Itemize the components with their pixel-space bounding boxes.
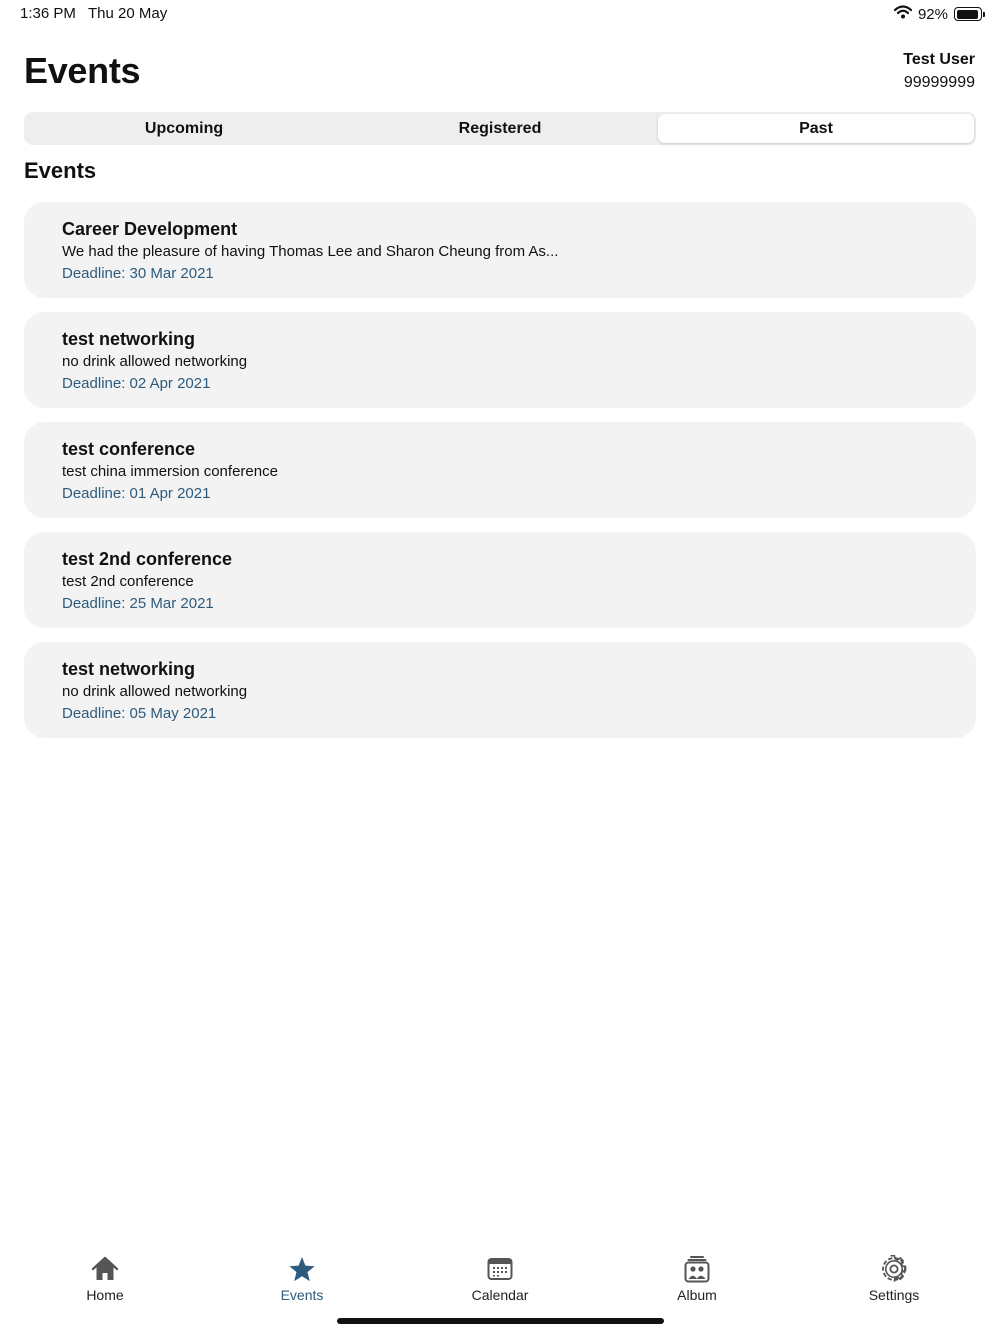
event-deadline: Deadline: 30 Mar 2021 xyxy=(62,265,214,282)
section-title: Events xyxy=(24,158,97,183)
tab-label: Album xyxy=(677,1287,717,1303)
user-id: 99999999 xyxy=(903,74,975,91)
event-card[interactable] xyxy=(24,642,976,738)
tab-label: Settings xyxy=(868,1287,920,1303)
event-title: Career Development xyxy=(62,219,238,239)
event-deadline: Deadline: 05 May 2021 xyxy=(62,705,217,722)
event-filter-segmented-control xyxy=(24,112,976,145)
event-title: test conference xyxy=(62,439,196,459)
star-icon xyxy=(287,1255,317,1283)
event-description: test china immersion conference xyxy=(62,463,278,480)
event-deadline: Deadline: 02 Apr 2021 xyxy=(62,375,211,392)
event-title: test networking xyxy=(62,659,196,679)
house-icon xyxy=(90,1255,120,1283)
status-date: Thu 20 May xyxy=(88,5,168,22)
event-description: no drink allowed networking xyxy=(62,683,248,700)
wifi-icon xyxy=(894,5,912,23)
event-card[interactable] xyxy=(24,312,976,408)
user-name: Test User xyxy=(903,51,975,68)
event-deadline: Deadline: 01 Apr 2021 xyxy=(62,485,211,502)
event-card[interactable] xyxy=(24,422,976,518)
tab-label: Home xyxy=(86,1287,124,1303)
tab-home[interactable] xyxy=(45,1255,165,1303)
status-bar xyxy=(0,0,1000,28)
event-card[interactable] xyxy=(24,532,976,628)
tab-calendar[interactable] xyxy=(440,1255,560,1303)
battery-percent: 92% xyxy=(917,5,948,23)
event-deadline: Deadline: 25 Mar 2021 xyxy=(62,595,214,612)
tab-events[interactable] xyxy=(242,1255,362,1303)
event-description: We had the pleasure of having Thomas Lee and Sharon Cheung from As... xyxy=(62,243,559,260)
event-title: test networking xyxy=(62,329,196,349)
segment-past[interactable]: Past xyxy=(658,114,974,143)
tab-settings[interactable] xyxy=(834,1255,954,1303)
tab-label: Calendar xyxy=(471,1287,529,1303)
battery-icon xyxy=(954,7,982,21)
segment-registered[interactable]: Registered xyxy=(458,119,542,137)
event-title: test 2nd conference xyxy=(62,549,233,569)
album-icon xyxy=(682,1255,712,1283)
tab-label: Events xyxy=(280,1287,324,1303)
event-card[interactable] xyxy=(24,202,976,298)
home-indicator[interactable] xyxy=(337,1318,664,1324)
user-info xyxy=(903,50,975,94)
calendar-icon xyxy=(485,1255,515,1283)
page-title: Events xyxy=(24,50,141,91)
segment-upcoming[interactable]: Upcoming xyxy=(144,119,224,137)
event-description: test 2nd conference xyxy=(62,573,194,590)
tab-bar xyxy=(0,1255,1000,1305)
event-list xyxy=(24,202,976,738)
event-description: no drink allowed networking xyxy=(62,353,248,370)
status-indicators xyxy=(894,5,982,23)
gear-icon xyxy=(879,1255,909,1283)
status-time: 1:36 PM xyxy=(20,5,76,22)
tab-album[interactable] xyxy=(637,1255,757,1303)
